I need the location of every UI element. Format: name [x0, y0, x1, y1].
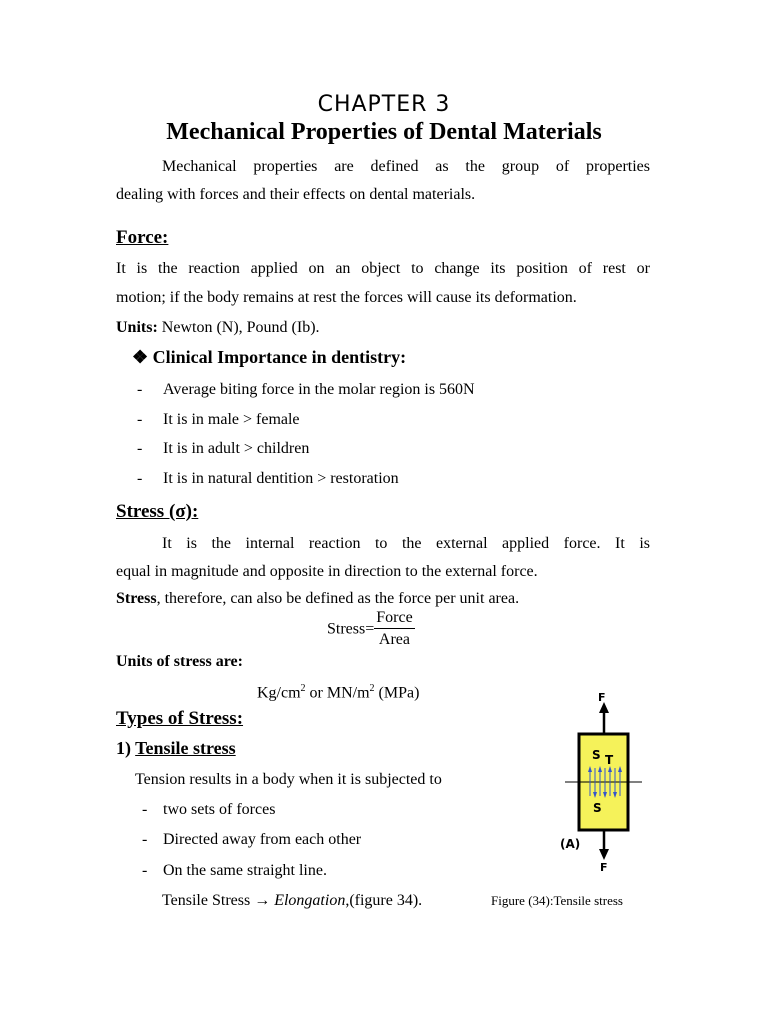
- list-item: - It is in natural dentition > restoration: [137, 470, 399, 487]
- stress-heading: Stress (σ):: [116, 501, 199, 522]
- force-line-2: motion; if the body remains at rest the forces will cause its deformation.: [116, 289, 577, 306]
- figure-label-f-top: F: [598, 691, 606, 704]
- tensile-intro: Tension results in a body when it is subjected to: [135, 771, 442, 788]
- tensile-relation: Tensile Stress → Elongation,(figure 34).: [162, 892, 423, 909]
- list-item: - Average biting force in the molar region is 560N: [137, 381, 475, 398]
- force-units-label: Units:: [116, 319, 158, 336]
- chapter-label: CHAPTER 3: [317, 92, 451, 117]
- force-line-1: It is the reaction applied on an object to change its position of rest or: [116, 260, 650, 277]
- intro-line-2: dealing with forces and their effects on dental materials.: [116, 186, 476, 203]
- list-item: - Directed away from each other: [142, 831, 362, 848]
- force-units: [116, 314, 320, 342]
- stress-line-1: It is the internal reaction to the external applied force. It is: [162, 535, 650, 552]
- list-item: - two sets of forces: [142, 801, 276, 818]
- figure-label-s-top: S: [592, 748, 601, 762]
- figure-label-f-bottom: F: [600, 861, 608, 874]
- figure-label-t: T: [605, 753, 614, 767]
- arrow-down-icon: [599, 849, 609, 860]
- figure-label-s-bottom: S: [593, 801, 602, 815]
- list-item: - It is in adult > children: [137, 440, 310, 457]
- clinical-importance-heading: ❖ Clinical Importance in dentistry:: [132, 347, 407, 367]
- stress-line-3: Stress, therefore, can also be defined as the force per unit area.: [116, 590, 520, 607]
- force-heading: Force:: [116, 227, 169, 248]
- types-heading: Types of Stress:: [116, 708, 244, 729]
- figure-label-a: (A): [560, 837, 581, 851]
- list-item: - It is in male > female: [137, 411, 300, 428]
- stress-units-heading: Units of stress are:: [116, 653, 243, 670]
- force-units-value: Newton (N), Pound (Ib).: [157, 319, 320, 336]
- tensile-heading: 1) Tensile stress: [116, 738, 236, 758]
- figure-caption: Figure (34):Tensile stress: [491, 893, 623, 908]
- stress-line-2: equal in magnitude and opposite in direction to the external force.: [116, 563, 538, 580]
- stress-formula: Stress= $\frac{\text{Force}}{\text{Area}}$: [327, 609, 413, 648]
- page-title: Mechanical Properties of Dental Materials: [166, 119, 602, 145]
- list-item: - On the same straight line.: [142, 862, 327, 879]
- intro-line-1: Mechanical properties are defined as the group of properties: [162, 158, 650, 175]
- tensile-stress-figure: [560, 688, 650, 874]
- stress-units: $Kg/cm^2$ or $MN/m^2$ (MPa): [257, 683, 420, 702]
